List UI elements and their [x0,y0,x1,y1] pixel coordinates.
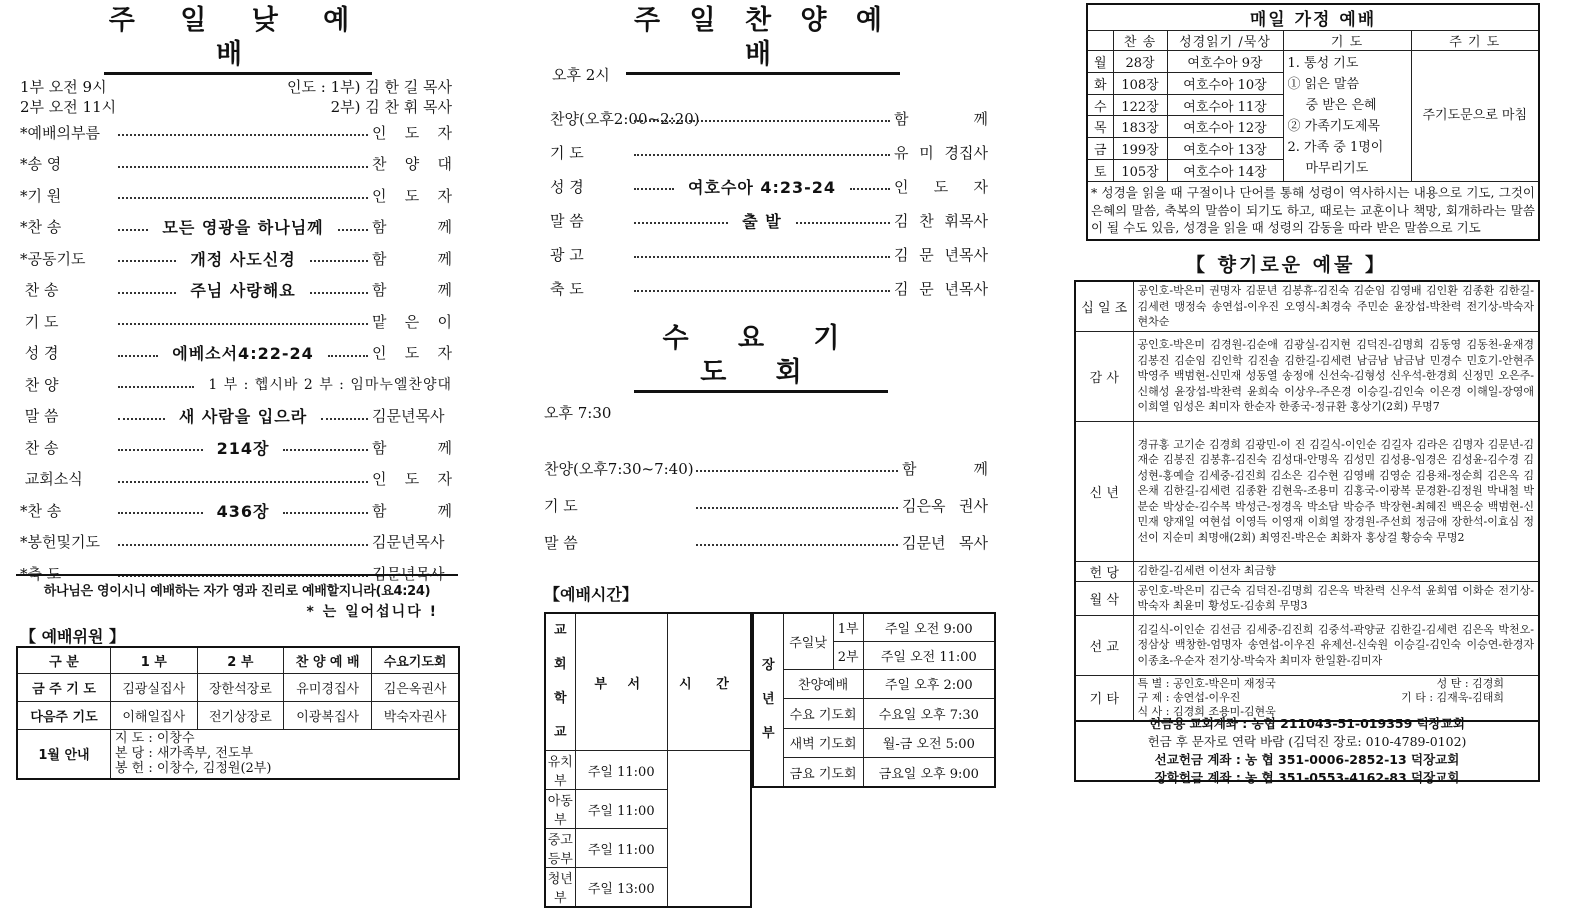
order-person: 인 도 자 [372,344,452,362]
family-cell: 122장 [1113,94,1167,116]
family-cell: 토 [1087,160,1113,182]
adult-time: 금요일 오후 9:00 [863,758,995,788]
sunday-title: 주 일 낮 예 배 [104,4,372,75]
order-label: *축 도 [20,564,62,583]
family-header: 찬 송 [1113,31,1167,51]
adult-row [753,613,995,641]
offering-names: 공인호-박은미 김경원-김순애 김광실-김지현 김덕진-김명희 김동영 김동천-윤재경 김봉진 김순임 김인학 김진솔 김한길-김세련 남금남 남금남 민경수 민호기-안현주 박영주 백범현-신민재 성동열 송정애 신선숙-김형성 신우석-한경희 신정민 오은주-신해성 윤장섭-박찬력 윤희숙 이상우-주은경 이승길-김인숙 이은경 이해일-장영애 이희열 임성은 최미자 한순자 한종국-정규환 홍상기(2회) 무명7 [1133,331,1539,421]
order-label: *봉헌및기도 [20,533,100,551]
adult-time: 주일 오전 11:00 [863,641,995,669]
order-person: 함 께 [902,459,988,478]
offering-category: 헌 당 [1075,561,1133,581]
family-cell: 목 [1087,116,1113,138]
committee-cell: 다음주 기도 [17,701,110,729]
etc-left: 구 제 : 송연섭-이우진 [1137,690,1241,704]
guide-line: 지 도 : 이창수 [114,731,195,747]
order-row [550,174,988,198]
order-row [550,242,988,266]
offering-category: 십 일 조 [1075,281,1133,331]
committee-cell: 금 주 기 도 [17,673,110,701]
committee-cell: 이해일집사 [110,701,197,729]
etc-left: 식 사 : 김경희 조용미-김현욱 [1137,704,1276,718]
order-content: 436장 [216,501,270,521]
order-person: 인 도 자 [372,186,452,205]
order-row [20,372,452,396]
church-school-label: 교 회 학 교 [545,613,575,751]
family-header: 성경읽기 /묵상 [1167,31,1283,51]
order-person: 김 문 년목사 [894,279,988,298]
time-header: 시 간 [667,613,751,751]
order-label: *찬 송 [20,218,62,236]
offering-table [1074,280,1540,722]
order-row [550,140,988,164]
order-person: 인 도 자 [372,123,452,142]
leader-dots [310,292,368,294]
school-row [545,829,751,868]
adult-row [753,758,995,788]
order-person: 김 찬 휘목사 [894,211,989,230]
offering-row [1075,581,1539,615]
leader-dots [118,544,368,546]
order-person: 인 도 자 [894,177,989,196]
order-person: 함 께 [372,218,452,236]
family-cell: 여호수아 11장 [1167,94,1283,116]
family-title: 매일 가정 예배 [1087,4,1539,31]
school-row [545,868,751,908]
offering-category: 월 삭 [1075,581,1133,615]
order-label: 찬양(오후7:30~7:40) [544,459,694,478]
adult-time: 주일 오전 9:00 [863,613,995,641]
account-line-2: 헌금 후 문자로 연락 바람 (김덕진 장로: 010-4789-0102) [1147,734,1467,749]
verse: 하나님은 영이시니 예배하는 자가 영과 진리로 예배할지니라(요4:24) [16,574,458,599]
order-row [20,246,452,270]
committee-header: 수요기도회 [372,647,459,673]
adult-time: 수요일 오후 7:30 [863,699,995,729]
etc-line [1138,691,1535,705]
family-header: 기 도 [1283,31,1411,51]
offering-row [1075,615,1539,675]
leader-dots [118,323,368,325]
prayer-line: 1. 통성 기도 [1287,56,1359,71]
leader-dots [118,449,203,451]
school-row [545,790,751,829]
order-label: *예배의부름 [20,123,100,142]
adult-sub: 1부 [833,613,863,641]
committee-header: 구 분 [17,647,110,673]
schedule-title: 【예배시간】 [544,585,638,604]
leader-dots [118,386,194,388]
leader-dots [310,260,368,262]
offering-names: 경규홍 고기순 김경희 김광민-이 진 김길식-이인순 김길자 김라은 김명자 김문년-김재순 김봉진 김봉휴-김진숙 김성대-안명옥 김성민 김성용-임경은 김성윤-김수경 김성현-홍예슬 김세중-김진희 김소은 김수현 김영배 김영순 김용채-정순희 김은옥 김은채 김한길-김세련 김종환 김현욱-조용미 김홍국-이광복 문경환-김정원 박내철 박분순 박상순-김수복 박성근-정경옥 박소담 박승주 박장현-최혜진 백은숭 백범현-신민재 양재일 여현섭 이영득 이영재 이희열 장경원-주선희 정금애 장한석-이효심 정선이 지순미 최명애(2회) 최영진-박은순 최화자 홍상걸 황승숙 무명2 [1133,421,1539,561]
leader-dots [321,418,368,420]
order-label: 찬 송 [20,438,59,457]
stand-note: * 는 일어섭니다 ! [306,604,438,620]
adult-row [753,699,995,729]
offering-names: 김길식-이인순 김선금 김세중-김진희 김중석-곽양균 김한길-김세련 김은옥 박천오-정삼상 백창한-엄명자 송연섭-이우진 유제선-신숙원 이승길-김인숙 이승연-한경자 이종초-우순자 전기상-박숙자 최미자 한일환-김미자 [1133,615,1539,675]
sunday-leader-2: 2부) 김 찬 휘 목사 [330,98,452,116]
order-row [20,215,452,239]
offering-names: 공인호-박은미 권명자 김문년 김봉휴-김진숙 김순임 김영배 김인환 김종환 김한길-김세련 맹정숙 송연섭-이우진 오영식-최경숙 주민순 윤장섭-박찬력 전기상-박숙자 현차순 [1133,281,1539,331]
order-row [20,341,452,365]
order-label: *송 영 [20,155,62,173]
order-content: 1 부 : 헵시바 2 부 : 임마누엘찬양대 [208,377,452,393]
order-content: 모든 영광을 하나님께 [162,218,324,237]
order-content: 에베소서4:22-24 [172,344,314,363]
adult-group-label: 장 년 부 [753,613,783,787]
order-row [550,276,988,300]
family-cell: 여호수아 10장 [1167,72,1283,94]
leader-dots [118,481,368,483]
leader-dots [634,222,728,224]
order-content: 개정 사도신경 [190,249,296,269]
order-person: 찬 양 대 [372,155,452,173]
order-row [550,106,988,130]
offering-category: 기 타 [1075,675,1133,721]
offering-category: 감 사 [1075,331,1133,421]
family-table [1086,3,1540,241]
order-row [544,456,988,480]
wednesday-time: 오후 7:30 [544,404,612,422]
order-person: 함 께 [372,281,452,299]
order-row [20,152,452,176]
family-cell: 수 [1087,94,1113,116]
order-person: 함 께 [372,438,453,457]
sunday-time-1: 1부 오전 9시 [20,78,107,96]
order-row [544,493,988,517]
leader-dots [696,544,898,546]
order-label: 성 경 [20,344,59,362]
order-person: 김 문 년목사 [894,245,988,264]
order-label: *찬 송 [20,501,62,520]
order-row [20,120,452,144]
etc-line [1138,677,1535,691]
order-person: 함 께 [372,249,452,268]
school-time: 주일 11:00 [575,790,667,829]
offering-names: 김한길-김세련 이선자 최금향 [1133,561,1539,581]
account-line-3: 선교헌금 계좌 : 농 협 351-0006-2852-13 덕장교회 [1154,752,1460,767]
committee-header: 찬 양 예 배 [284,647,372,673]
order-content: 여호수아 4:23-24 [687,177,837,197]
prayer-line: ② 가족기도제목 [1287,119,1380,134]
leader-dots [634,154,890,156]
order-label: 말 씀 [550,211,584,230]
leader-dots [634,256,890,258]
family-cell: 105장 [1113,160,1167,182]
praise-time: 오후 2시 [552,66,610,84]
order-label: 찬 송 [20,281,59,299]
leader-dots [118,260,176,262]
guide-line: 본 당 : 새가족부, 전도부 [114,746,254,762]
prayer-line: 중 받은 은혜 [1305,98,1377,113]
order-label: 교회소식 [20,470,83,488]
committee-row [17,673,459,701]
adult-name: 찬양예배 [783,669,863,699]
order-row [544,530,988,554]
adult-row [753,669,995,699]
order-person: 함 께 [894,109,988,128]
adult-time: 월-금 오전 5:00 [863,728,995,758]
adult-row [753,728,995,758]
order-label: 광 고 [550,245,584,264]
adult-name: 수요 기도회 [783,699,863,729]
leader-dots [696,507,898,509]
guide-label: 1월 안내 [17,729,110,779]
order-row [20,498,452,522]
order-row [20,467,452,491]
order-row [550,208,988,232]
family-cell: 108장 [1113,72,1167,94]
order-label: *기 원 [20,186,62,205]
order-content: 214장 [216,438,270,458]
guide-lines [110,729,459,779]
order-person: 김문년목사 [372,564,445,583]
sunday-leader-1: 인도 : 1부) 김 한 길 목사 [287,78,452,96]
offering-row [1075,561,1539,581]
order-person: 김은옥 권사 [902,496,988,515]
order-label: 찬양(오후2:00~2:20) [550,109,700,128]
school-row [545,751,751,790]
etc-right: 기 타 : 김재욱-김태희 [1401,690,1504,704]
school-dept: 청년부 [545,868,575,908]
adult-name: 새벽 기도회 [783,728,863,758]
family-cell: 여호수아 9장 [1167,51,1283,73]
dept-header: 부 서 [575,613,667,751]
order-label: 축 도 [550,279,584,298]
order-content: 출 발 [742,211,782,231]
leader-dots [634,290,890,292]
order-label: 기 도 [20,312,59,331]
family-cell: 여호수아 14장 [1167,160,1283,182]
etc-left: 특 별 : 공인호-박은미 재정국 [1137,676,1276,690]
order-person: 함 께 [372,501,453,520]
wednesday-title: 수 요 기 도 회 [634,322,888,393]
adult-sub: 2부 [833,641,863,669]
committee-header: 1 부 [110,647,197,673]
account-box [1074,712,1540,785]
school-dept: 아동부 [545,790,575,829]
order-person: 김문년목사 [372,407,445,425]
school-time: 주일 11:00 [575,829,667,868]
committee-cell: 장한석장로 [197,673,284,701]
family-cell: 여호수아 13장 [1167,138,1283,160]
order-person: 김문년 목사 [902,533,988,552]
order-content: 주님 사랑해요 [190,281,296,300]
order-label: 기 도 [550,143,584,162]
school-time: 주일 13:00 [575,868,667,908]
adult-time: 주일 오후 2:00 [863,669,995,699]
school-dept: 유치부 [545,751,575,790]
offering-row [1075,331,1539,421]
order-label: 성 경 [550,177,584,196]
committee-row [17,701,459,729]
adult-name: 금요 기도회 [783,758,863,788]
offering-row [1075,281,1539,331]
order-label: 말 씀 [20,407,59,425]
order-row [20,530,452,554]
leader-dots [328,355,368,357]
account-line-1: 헌금용 교회계좌 : 농협 211043-51-019359 덕장교회 [1149,716,1465,731]
adult-name: 주일낮 [783,613,833,669]
committee-cell: 김은옥권사 [372,673,459,701]
order-row [20,309,452,333]
leader-dots [283,512,368,514]
sunday-time-2: 2부 오전 11시 [20,98,117,116]
order-person: 맡 은 이 [372,312,452,331]
lords-prayer: 주기도문으로 마침 [1411,51,1539,182]
order-label: 말 씀 [544,533,578,552]
leader-dots [283,449,368,451]
family-cell: 금 [1087,138,1113,160]
offering-category: 신 년 [1075,421,1133,561]
leader-dots [118,197,368,199]
leader-dots [634,120,890,122]
guide-line: 봉 헌 : 이창수, 김정원(2부) [114,761,272,777]
offering-category: 선 교 [1075,615,1133,675]
account-line-4: 장학헌금 계좌 : 농 협 351-0553-4162-83 덕장교회 [1154,770,1460,785]
family-cell: 월 [1087,51,1113,73]
leader-dots [118,512,203,514]
school-dept: 중고등부 [545,829,575,868]
committee-cell: 이광복집사 [284,701,372,729]
committee-cell: 박숙자권사 [372,701,459,729]
committee-table [16,646,460,780]
order-row [20,404,452,428]
family-header: 주 기 도 [1411,31,1539,51]
leader-dots [118,229,148,231]
leader-dots [118,292,176,294]
family-cell: 28장 [1113,51,1167,73]
offering-names: 공인호-박은미 김근숙 김덕진-김명희 김은옥 박찬력 신우석 윤희엽 이화순 전기상-박숙자 최윤미 황성도-김송희 무명3 [1133,581,1539,615]
committee-header: 2 부 [197,647,284,673]
order-label: 기 도 [544,496,578,515]
leader-dots [118,134,368,136]
order-person: 유 미 경집사 [894,143,988,162]
leader-dots [118,418,165,420]
order-row [20,278,452,302]
leader-dots [634,188,674,190]
order-content: 새 사람을 입으라 [178,407,308,426]
family-row [1087,51,1539,73]
family-cell: 여호수아 12장 [1167,116,1283,138]
committee-cell: 전기상장로 [197,701,284,729]
praise-title: 주 일 찬 양 예 배 [626,4,900,75]
family-cell: 화 [1087,72,1113,94]
family-header-blank [1087,31,1113,51]
schedule-right-table [752,612,996,788]
family-prayer [1283,51,1411,182]
order-label: *공동기도 [20,249,86,268]
leader-dots [850,188,890,190]
prayer-line: 2. 가족 중 1명이 [1287,140,1384,155]
school-time: 주일 11:00 [575,751,667,790]
order-row [20,183,452,207]
committee-cell: 김광실집사 [110,673,197,701]
etc-right: 성 탄 : 김경희 [1436,676,1504,690]
order-person: 인 도 자 [372,470,452,488]
prayer-line: ① 읽은 말씀 [1287,77,1359,92]
family-cell: 199장 [1113,138,1167,160]
order-label: 찬 양 [20,375,59,394]
order-person: 김문년목사 [372,533,445,551]
leader-dots [338,229,368,231]
committee-cell: 유미경집사 [284,673,372,701]
family-note: * 성경을 읽을 때 구절이나 단어를 통해 성령이 역사하시는 내용으로 기도, 그것이 은혜의 말씀, 축복의 말씀이 되기도 하고, 때로는 교훈이나 책망, 회개하라는 말씀이 될 수도 있음, 성경을 읽을 때 성령의 감동을 따라 받은 말씀으로 기도 [1087,182,1539,240]
prayer-line: 마무리기도 [1305,161,1369,176]
leader-dots [796,222,890,224]
offering-title: 【 향기로운 예물 】 [1186,254,1387,276]
leader-dots [118,355,158,357]
family-cell: 183장 [1113,116,1167,138]
offering-row [1075,421,1539,561]
schedule-left-table [544,612,752,908]
order-row [20,435,452,459]
committee-title: 【 예배위원 】 [20,627,125,646]
leader-dots [696,470,898,472]
leader-dots [118,166,368,168]
